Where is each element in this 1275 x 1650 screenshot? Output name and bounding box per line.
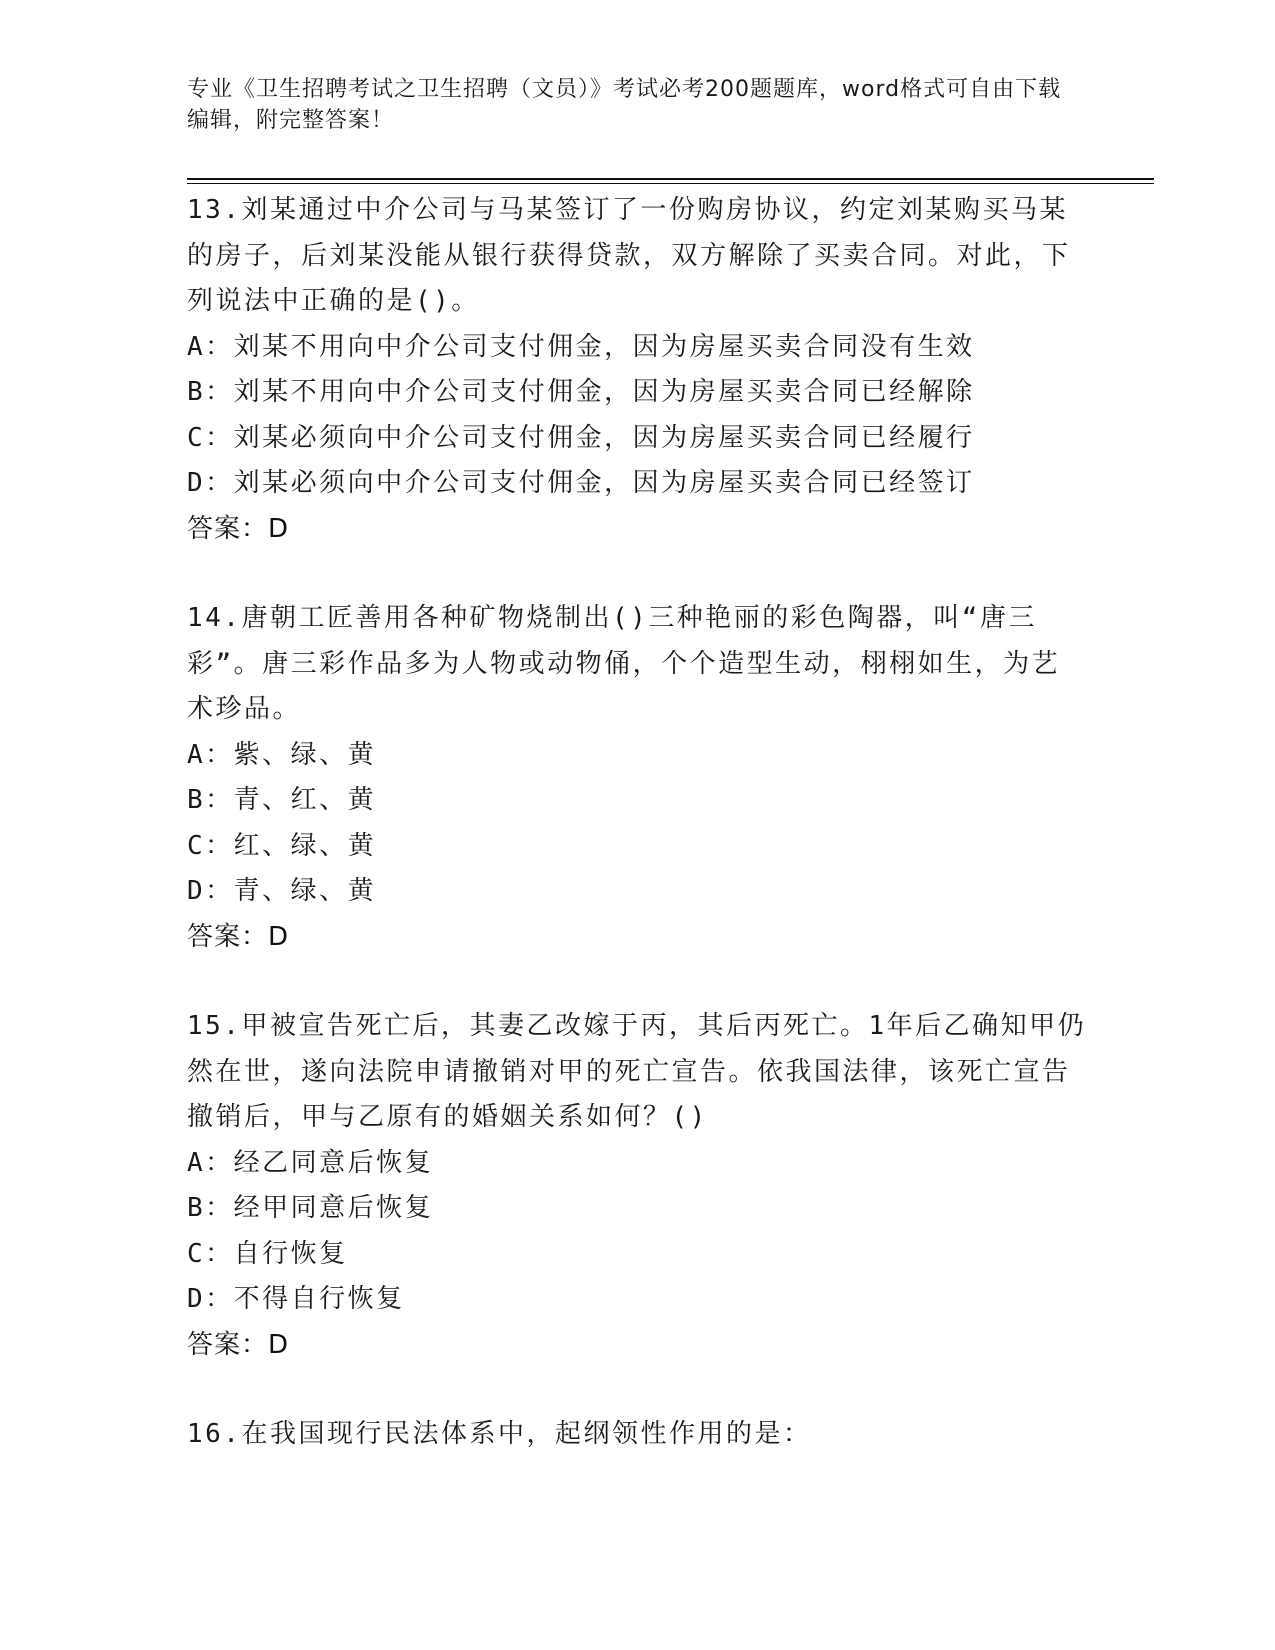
option-c: C：刘某必须向中介公司支付佣金，因为房屋买卖合同已经履行 (187, 422, 975, 453)
option-b: B：青、红、黄 (187, 785, 377, 815)
option-d: D：刘某必须向中介公司支付佣金，因为房屋买卖合同已经签订 (187, 468, 975, 498)
header-divider-thick (187, 178, 1154, 180)
question-14 (187, 596, 1087, 960)
answer-line: 答案：D (187, 921, 290, 952)
question-15 (187, 1004, 1087, 1368)
question-stem: 15.甲被宣告死亡后，其妻乙改嫁于丙，其后丙死亡。1年后乙确知甲仍然在世，遂向法院申请撤销对甲的死亡宣告。依我国法律，该死亡宣告撤销后，甲与乙原有的婚姻关系如何？() (187, 1011, 1087, 1132)
question-stem: 16.在我国现行民法体系中，起纲领性作用的是： (187, 1419, 812, 1449)
option-a: A：经乙同意后恢复 (187, 1147, 434, 1178)
document-header: 专业《卫生招聘考试之卫生招聘（文员）》考试必考200题题库，word格式可自由下载编辑，附完整答案！ (187, 77, 1062, 133)
option-d: D：不得自行恢复 (187, 1284, 405, 1314)
question-stem: 14.唐朝工匠善用各种矿物烧制出()三种艳丽的彩色陶器，叫“唐三彩”。唐三彩作品多为人物或动物俑，个个造型生动，栩栩如生，为艺术珍品。 (187, 603, 1061, 724)
option-b: B：经甲同意后恢复 (187, 1193, 434, 1223)
header-divider-thin (187, 183, 1154, 184)
answer-line: 答案：D (187, 513, 290, 544)
answer-line: 答案：D (187, 1329, 290, 1360)
option-c: C：红、绿、黄 (187, 830, 377, 861)
question-13 (187, 188, 1087, 552)
option-b: B：刘某不用向中介公司支付佣金，因为房屋买卖合同已经解除 (187, 377, 975, 407)
question-16 (187, 1412, 1087, 1458)
question-list (187, 188, 1087, 1502)
option-d: D：青、绿、黄 (187, 876, 377, 906)
option-c: C：自行恢复 (187, 1238, 348, 1269)
question-stem: 13.刘某通过中介公司与马某签订了一份购房协议，约定刘某购买马某的房子，后刘某没能从银行获得贷款，双方解除了买卖合同。对此，下列说法中正确的是()。 (187, 195, 1071, 316)
option-a: A：紫、绿、黄 (187, 739, 377, 770)
option-a: A：刘某不用向中介公司支付佣金，因为房屋买卖合同没有生效 (187, 331, 975, 362)
